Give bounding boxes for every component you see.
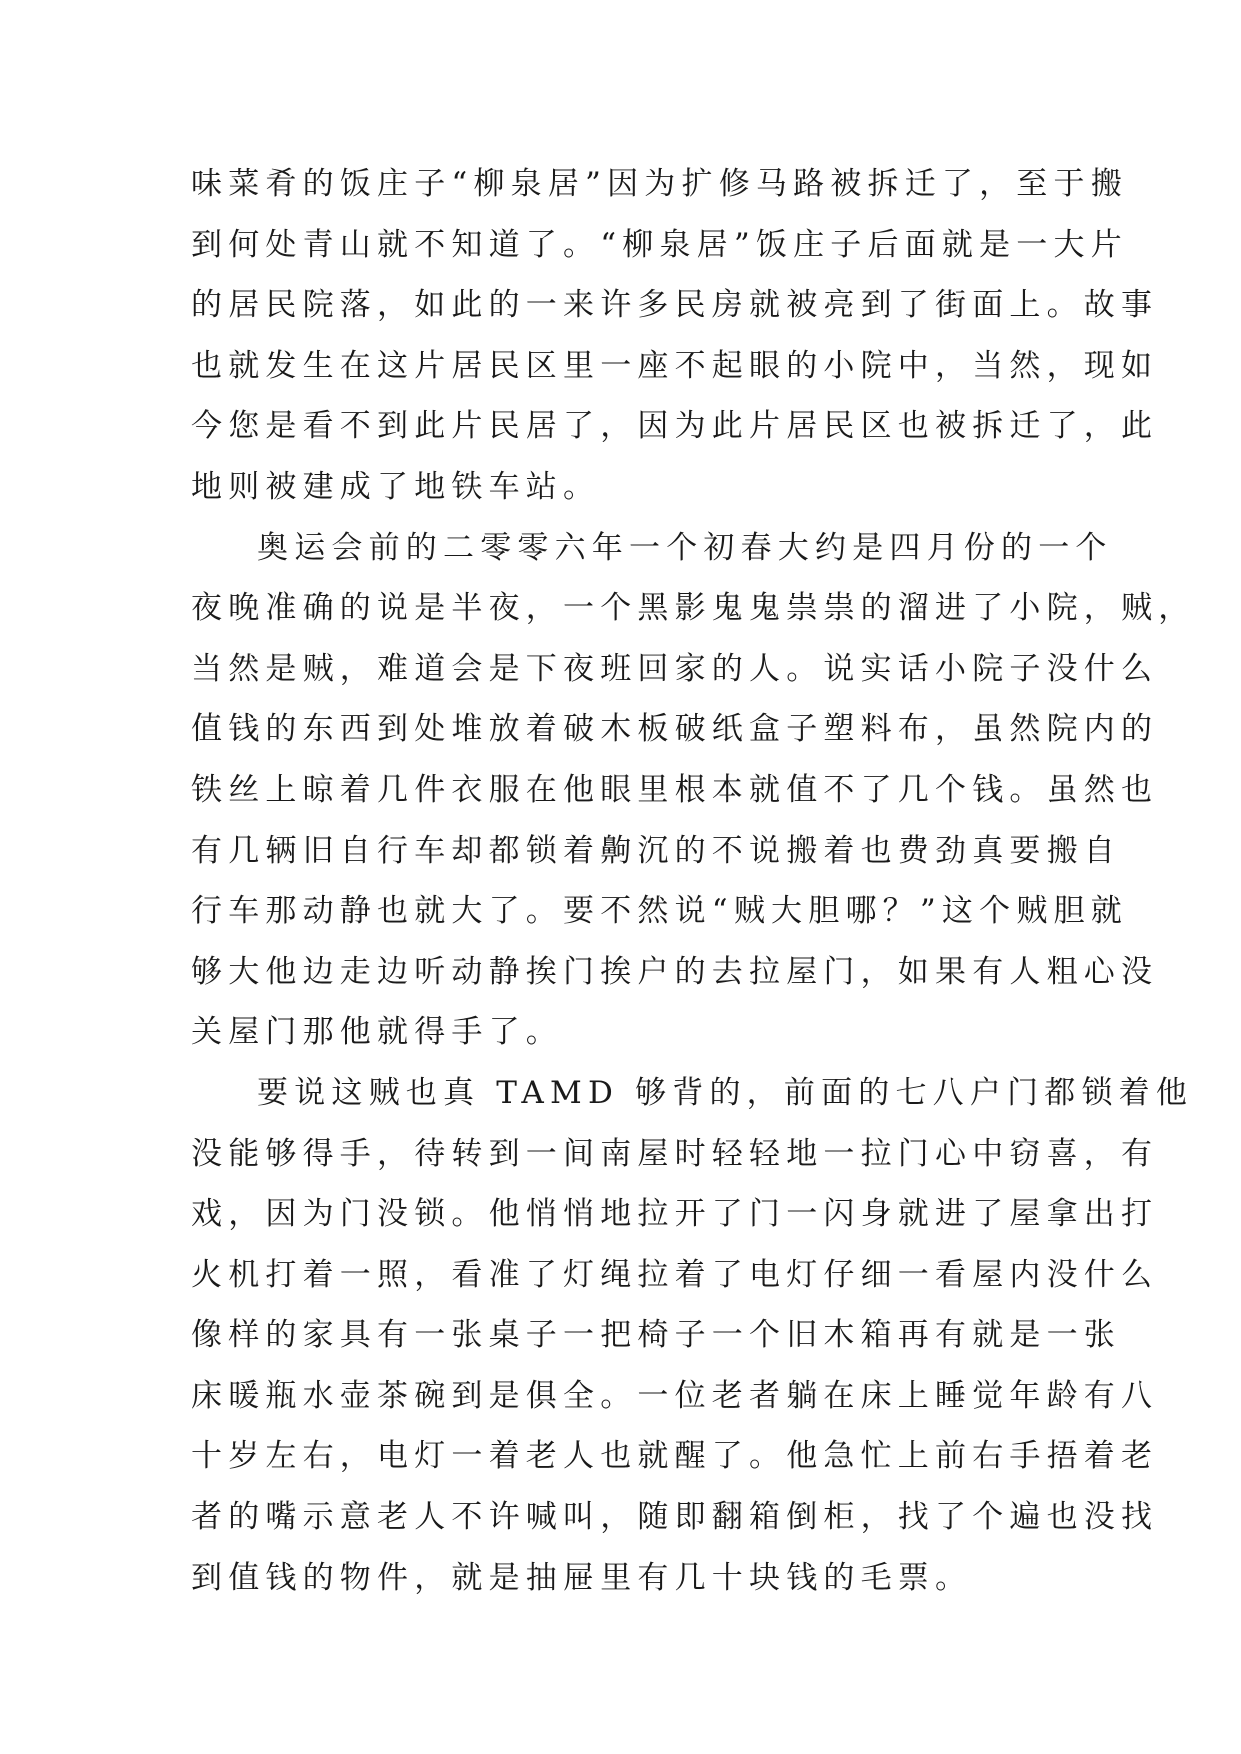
paragraph-2-line-9: 关屋门那他就得手了。 <box>191 1014 563 1051</box>
paragraph-1-line-1: 味菜肴的饭庄子“柳泉居”因为扩修马路被拆迁了，至于搬 <box>191 166 1128 202</box>
paragraph-2-line-3: 当然是贼，难道会是下夜班回家的人。说实话小院子没什么 <box>191 650 1159 687</box>
paragraph-3-line-1: 要说这贼也真 TAMD 够背的，前面的七八户门都锁着他 <box>257 1074 1194 1111</box>
paragraph-3-line-9: 到值钱的物件，就是抽屉里有几十块钱的毛票。 <box>191 1559 973 1596</box>
paragraph-3-line-3: 戏，因为门没锁。他悄悄地拉开了门一闪身就进了屋拿出打 <box>191 1196 1159 1233</box>
paragraph-2-line-1: 奥运会前的二零零六年一个初春大约是四月份的一个 <box>257 529 1113 566</box>
paragraph-1-line-5: 今您是看不到此片民居了，因为此片居民区也被拆迁了，此 <box>191 408 1159 445</box>
paragraph-2-line-6: 有几辆旧自行车却都锁着齁沉的不说搬着也费劲真要搬自 <box>191 832 1121 869</box>
paragraph-2-line-7: 行车那动静也就大了。要不然说“贼大胆哪？”这个贼胆就 <box>191 893 1128 930</box>
paragraph-1-line-6: 地则被建成了地铁车站。 <box>191 468 601 505</box>
paragraph-1-line-3: 的居民院落，如此的一来许多民房就被亮到了街面上。故事 <box>191 287 1159 324</box>
paragraph-2-line-2: 夜晚准确的说是半夜，一个黑影鬼鬼祟祟的溜进了小院，贼， <box>191 590 1196 627</box>
paragraph-3-line-7: 十岁左右，电灯一着老人也就醒了。他急忙上前右手捂着老 <box>191 1438 1159 1475</box>
paragraph-3-line-2: 没能够得手，待转到一间南屋时轻轻地一拉门心中窃喜，有 <box>191 1135 1159 1172</box>
paragraph-3-line-4: 火机打着一照，看准了灯绳拉着了电灯仔细一看屋内没什么 <box>191 1256 1159 1293</box>
paragraph-1-line-4: 也就发生在这片居民区里一座不起眼的小院中，当然，现如 <box>191 347 1159 384</box>
paragraph-3-line-5: 像样的家具有一张桌子一把椅子一个旧木箱再有就是一张 <box>191 1317 1121 1354</box>
paragraph-2-line-8: 够大他边走边听动静挨门挨户的去拉屋门，如果有人粗心没 <box>191 953 1159 990</box>
paragraph-2-line-5: 铁丝上晾着几件衣服在他眼里根本就值不了几个钱。虽然也 <box>191 771 1159 808</box>
paragraph-3-line-8: 者的嘴示意老人不许喊叫，随即翻箱倒柜，找了个遍也没找 <box>191 1499 1159 1536</box>
paragraph-2-line-4: 值钱的东西到处堆放着破木板破纸盒子塑料布，虽然院内的 <box>191 711 1159 748</box>
paragraph-1-line-2: 到何处青山就不知道了。“柳泉居”饭庄子后面就是一大片 <box>191 226 1128 263</box>
paragraph-3-line-6: 床暖瓶水壶茶碗到是俱全。一位老者躺在床上睡觉年龄有八 <box>191 1377 1159 1414</box>
document-body <box>191 154 1196 1608</box>
